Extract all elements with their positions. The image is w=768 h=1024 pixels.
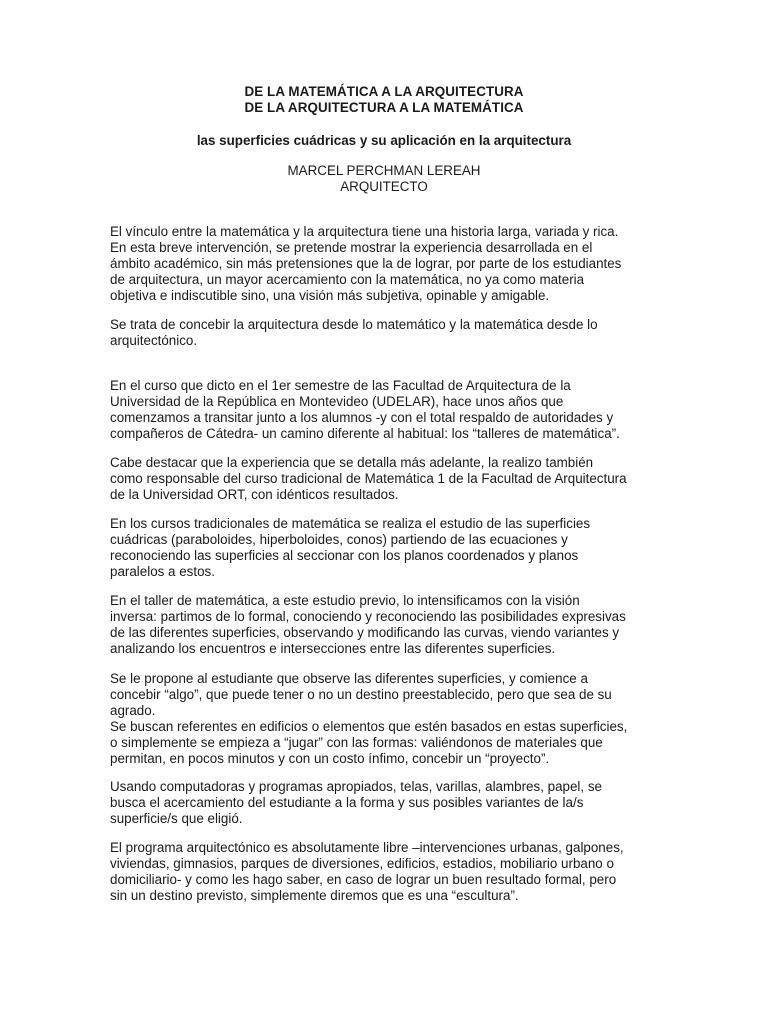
paragraph-line: Universidad de la República en Montevideo (UDELAR), hace unos años que — [110, 394, 564, 409]
title-line-2: DE LA ARQUITECTURA A LA MATEMÁTICA — [244, 100, 524, 115]
paragraph-6 — [110, 593, 670, 657]
subtitle: las superficies cuádricas y su aplicación en la arquitectura — [196, 133, 572, 148]
paragraph-line: o simplemente se empieza a “jugar” con las formas: valiéndonos de materiales que — [110, 735, 603, 750]
author-block — [0, 163, 768, 195]
paragraph-5 — [110, 516, 670, 580]
paragraph-line: En el curso que dicto en el 1er semestre de las Facultad de Arquitectura de la — [110, 378, 571, 393]
paragraph-line: inversa: partimos de lo formal, conociendo y reconociendo las posibilidades expresivas — [110, 609, 626, 624]
paragraph-line: como responsable del curso tradicional de Matemática 1 de la Facultad de Arquitectura — [110, 471, 627, 486]
paragraph-line: superficie/s que eligió. — [110, 811, 243, 826]
paragraph-line: domiciliario- y como les hago saber, en caso de lograr un buen resultado formal, pero — [110, 872, 617, 887]
paragraph-2 — [110, 317, 670, 349]
paragraph-line: agrado. — [110, 703, 156, 718]
paragraph-line: Cabe destacar que la experiencia que se detalla más adelante, la realizo también — [110, 455, 594, 470]
paragraph-line: En el taller de matemática, a este estudio previo, lo intensificamos con la visión — [110, 593, 580, 608]
paragraph-line: de arquitectura, un mayor acercamiento con la matemática, no ya como materia — [110, 272, 585, 287]
paragraph-line: de las diferentes superficies, observando y modificando las curvas, viendo variantes y — [110, 625, 620, 640]
paragraph-9 — [110, 840, 670, 904]
author-role: ARQUITECTO — [340, 179, 428, 194]
paragraph-8 — [110, 779, 670, 827]
paragraph-line: concebir “algo”, que puede tener o no un destino preestablecido, pero que sea de su — [110, 687, 612, 702]
paragraph-3 — [110, 378, 670, 442]
paragraph-line: compañeros de Cátedra- un camino diferente al habitual: los “talleres de matemática”. — [110, 426, 620, 441]
paragraph-line: paralelos a estos. — [110, 564, 215, 579]
paragraph-line: El vínculo entre la matemática y la arquitectura tiene una historia larga, variada y rica. — [110, 224, 619, 239]
title-line-1: DE LA MATEMÁTICA A LA ARQUITECTURA — [244, 84, 524, 99]
author-name: MARCEL PERCHMAN LEREAH — [287, 163, 481, 178]
paragraph-7 — [110, 671, 670, 767]
paragraph-1 — [110, 224, 670, 304]
paragraph-line: En esta breve intervención, se pretende mostrar la experiencia desarrollada en el — [110, 240, 593, 255]
paragraph-line: arquitectónico. — [110, 333, 198, 348]
paragraph-line: Se le propone al estudiante que observe las diferentes superficies, y comience a — [110, 671, 588, 686]
paragraph-line: objetiva e indiscutible sino, una visión más subjetiva, opinable y amigable. — [110, 288, 550, 303]
subtitle-block — [0, 133, 768, 149]
paragraph-line: ámbito académico, sin más pretensiones que la de lograr, por parte de los estudiantes — [110, 256, 622, 271]
paragraph-line: cuádricas (paraboloides, hiperboloides, conos) partiendo de las ecuaciones y — [110, 532, 568, 547]
paragraph-line: busca el acercamiento del estudiante a la forma y sus posibles variantes de la/s — [110, 795, 584, 810]
title-block — [0, 84, 768, 116]
paragraph-line: Se buscan referentes en edificios o elementos que estén basados en estas superficies, — [110, 719, 628, 734]
paragraph-line: Usando computadoras y programas apropiados, telas, varillas, alambres, papel, se — [110, 779, 602, 794]
paragraph-line: reconociendo las superficies al seccionar con los planos coordenados y planos — [110, 548, 579, 563]
paragraph-4 — [110, 455, 670, 503]
paragraph-line: El programa arquitectónico es absolutamente libre –intervenciones urbanas, galpones, — [110, 840, 624, 855]
paragraph-line: sin un destino previsto, simplemente diremos que es una “escultura”. — [110, 888, 519, 903]
paragraph-line: permitan, en pocos minutos y con un costo ínfimo, concebir un “proyecto”. — [110, 751, 550, 766]
paragraph-line: viviendas, gimnasios, parques de diversiones, edificios, estadios, mobiliario urbano o — [110, 856, 614, 871]
paragraph-line: de la Universidad ORT, con idénticos resultados. — [110, 487, 399, 502]
paragraph-line: En los cursos tradicionales de matemática se realiza el estudio de las superficies — [110, 516, 591, 531]
paragraph-line: comenzamos a transitar junto a los alumnos -y con el total respaldo de autoridades y — [110, 410, 614, 425]
paragraph-line: analizando los encuentros e intersecciones entre las diferentes superficies. — [110, 641, 556, 656]
paragraph-line: Se trata de concebir la arquitectura desde lo matemático y la matemática desde lo — [110, 317, 598, 332]
